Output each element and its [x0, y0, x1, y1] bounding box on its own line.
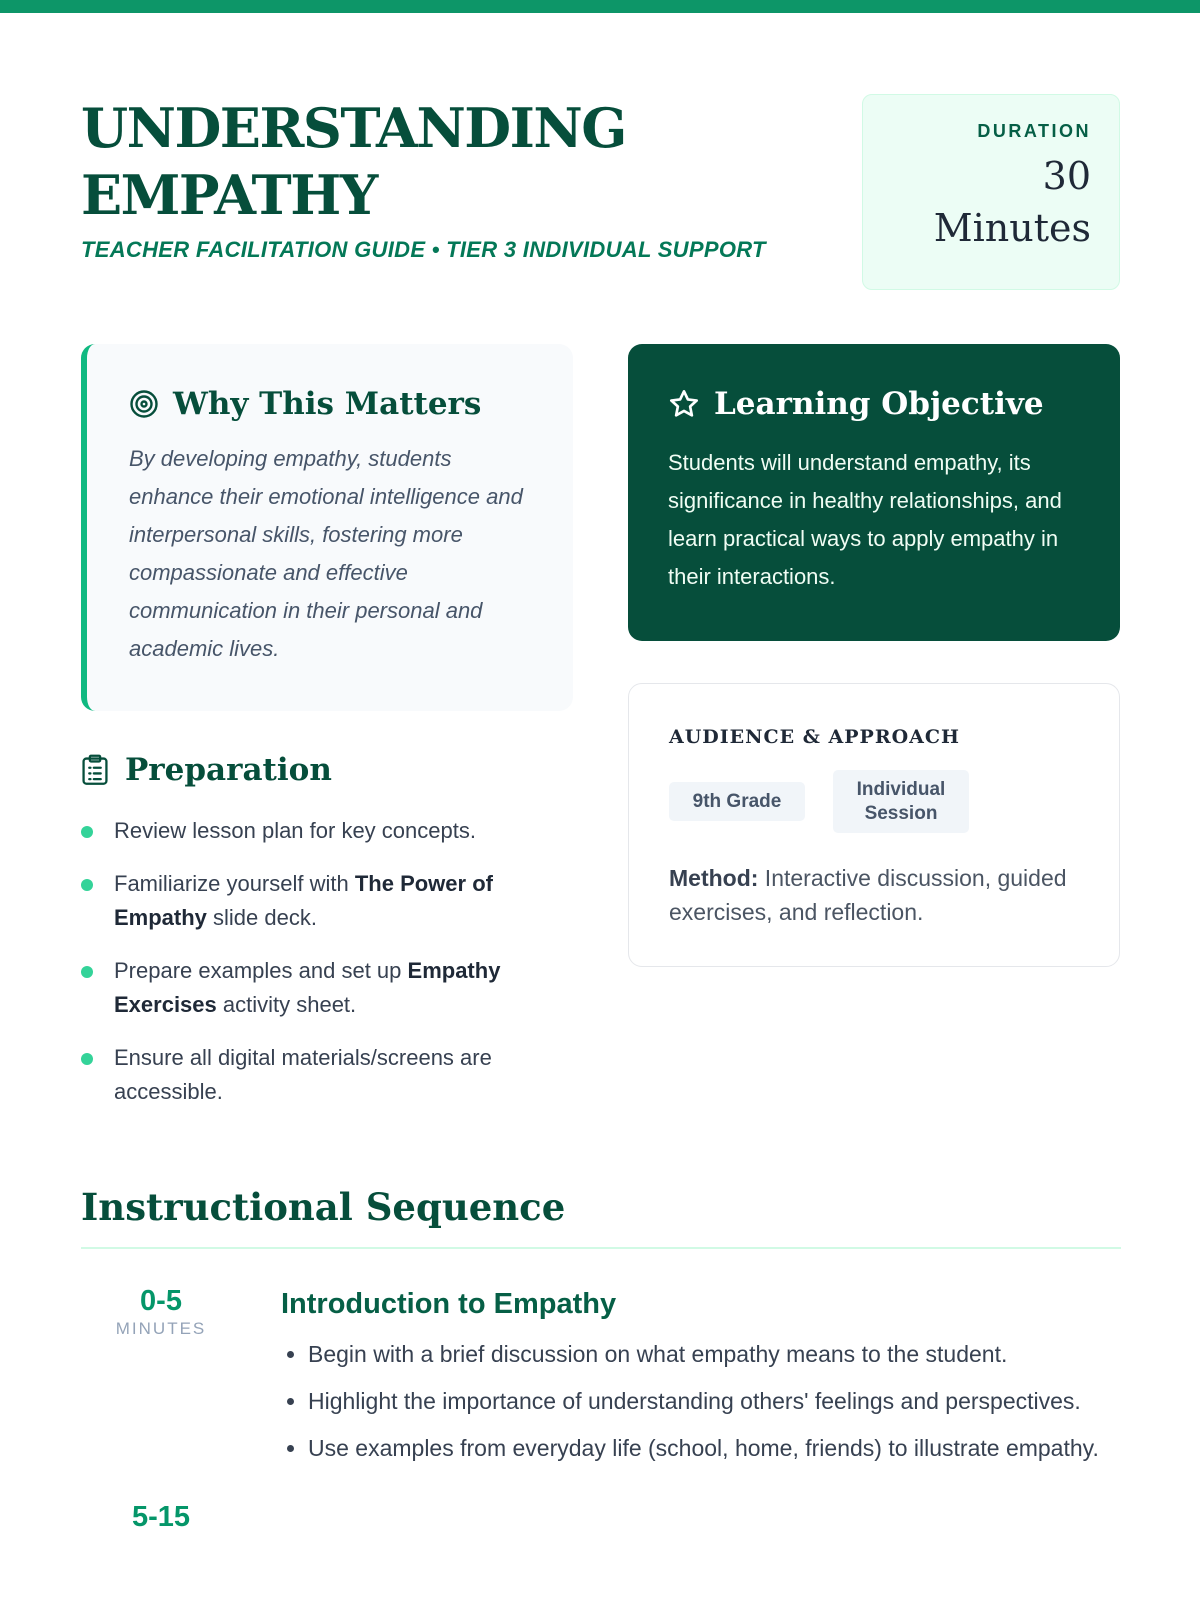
prep-item-emphasis: The Power of Empathy [114, 871, 493, 930]
preparation-list [81, 814, 573, 1109]
list-item [81, 954, 573, 1022]
step-time-range: 5-15 [131, 1501, 191, 1533]
list-item: • Highlight the importance of understanding others' feelings and perspectives. [308, 1384, 1121, 1418]
method-label: Method: [669, 865, 759, 891]
prep-item-text: Prepare examples and set up [114, 958, 408, 983]
learning-objective-heading [668, 386, 1080, 422]
session-tag-line-1: Individual [856, 779, 946, 800]
why-this-matters-body: By developing empathy, students enhance their emotional intelligence and interpersonal skills, fostering more compassionate and effective communication in their personal and academic lives. [129, 446, 523, 661]
learning-objective-body: Students will understand empathy, its significance in healthy relationships, and learn practical ways to apply empathy in their interactions. [668, 450, 1062, 589]
page-subtitle: TEACHER FACILITATION GUIDE • TIER 3 INDIVIDUAL SUPPORT [81, 237, 766, 262]
list-item: • Begin with a brief discussion on what empathy means to the student. [308, 1337, 1121, 1371]
preparation-heading [81, 752, 573, 788]
prep-item-text: Familiarize yourself with [114, 871, 355, 896]
prep-item-text: slide deck. [206, 905, 317, 930]
top-accent-bar [0, 0, 1200, 13]
instructional-sequence-title: Instructional Sequence [81, 1185, 1121, 1249]
learning-objective-card [628, 344, 1120, 641]
list-item [81, 1041, 573, 1109]
duration-unit: Minutes [933, 206, 1091, 250]
audience-tags [669, 770, 1079, 833]
grade-tag: 9th Grade [669, 782, 805, 821]
duration-label: DURATION [977, 121, 1091, 141]
instructional-sequence-section [81, 1185, 1121, 1533]
audience-approach-label: AUDIENCE & APPROACH [669, 726, 960, 748]
why-this-matters-heading [129, 386, 539, 422]
preparation-section [81, 752, 573, 1128]
prep-item-text: Ensure all digital materials/screens are accessible. [114, 1045, 492, 1104]
prep-item-emphasis: Empathy Exercises [114, 958, 501, 1017]
clipboard-icon [81, 754, 109, 786]
session-tag [833, 770, 969, 833]
step-time [81, 1501, 241, 1533]
prep-item-text: Review lesson plan for key concepts. [114, 818, 476, 843]
method-description: Interactive discussion, guided exercises, and reflection. [669, 865, 1067, 925]
list-item [81, 867, 573, 935]
duration-number: 30 [1042, 154, 1091, 198]
prep-item-text: activity sheet. [216, 992, 357, 1017]
audience-approach-card [628, 683, 1120, 967]
learning-objective-title: Learning Objective [714, 386, 1044, 422]
title-line-1: UNDERSTANDING [81, 96, 626, 160]
list-item [81, 814, 573, 848]
session-tag-line-2: Session [864, 803, 938, 824]
step-time-range: 0-5 [140, 1285, 182, 1317]
step-list [281, 1337, 1121, 1465]
title-line-2: EMPATHY [81, 163, 377, 227]
list-item: • Use examples from everyday life (school, home, friends) to illustrate empathy. [308, 1431, 1121, 1465]
step-title: Introduction to Empathy [281, 1288, 617, 1320]
why-this-matters-card [81, 344, 573, 711]
step-time-unit: MINUTES [115, 1319, 207, 1338]
duration-box [862, 94, 1120, 290]
method-text [669, 861, 1079, 929]
star-icon [668, 388, 700, 420]
target-icon [129, 389, 159, 419]
sequence-step [81, 1287, 1121, 1465]
duration-value [863, 150, 1091, 254]
preparation-title: Preparation [125, 752, 332, 788]
step-time [81, 1285, 241, 1339]
why-this-matters-title: Why This Matters [173, 386, 482, 422]
